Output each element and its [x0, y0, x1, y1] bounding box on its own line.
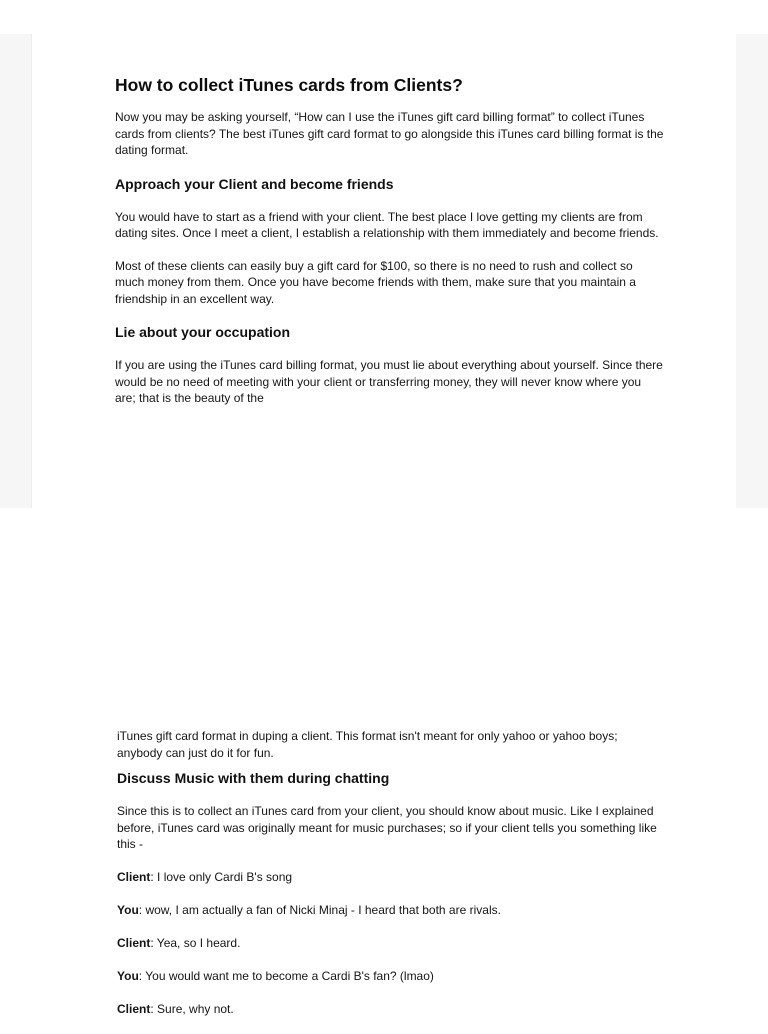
- section-heading-music: Discuss Music with them during chatting: [117, 770, 390, 786]
- occupation-paragraph: If you are using the iTunes card billing format, you must lie about everything about yourself. Since there would be no need of meeting with your client or transferring money, they will never know where you are; that is the beauty of the: [115, 358, 663, 405]
- music-paragraph: Since this is to collect an iTunes card from your client, you should know about music. Like I explained before, iTunes card was originally meant for music purchases; so if your client tells you something like this -: [117, 804, 657, 851]
- dialog-line: [117, 1001, 657, 1017]
- dialog-speaker: You: [117, 968, 139, 983]
- approach-paragraph-2: Most of these clients can easily buy a gift card for $100, so there is no need to rush and collect so much money from them. Once you have become friends with them, make sure that you maintain a friendship in an excellent way.: [115, 258, 636, 306]
- dialog-speaker: You: [117, 902, 139, 917]
- page-1-content: [115, 74, 665, 423]
- right-page-gutter: [736, 34, 768, 508]
- dialog-speaker: Client: [117, 935, 151, 950]
- section-heading-approach: Approach your Client and become friends: [115, 175, 394, 192]
- page-2-content: [117, 728, 657, 1034]
- section-heading-occupation: Lie about your occupation: [115, 324, 291, 340]
- dialog-speaker: Client: [117, 869, 151, 884]
- dialog-text: Sure, why not.: [153, 1001, 234, 1016]
- dialog-speaker: Client: [117, 1001, 151, 1016]
- dialog-line: [117, 935, 657, 951]
- dialog-text: I love only Cardi B's song: [153, 869, 293, 884]
- dialog-text: wow, I am actually a fan of Nicki Minaj - I heard that both are rivals.: [142, 902, 501, 917]
- dialog-text: You would want me to become a Cardi B's fan? (lmao): [142, 968, 434, 983]
- dialog-line: [117, 968, 657, 984]
- dialog-line: [117, 902, 657, 918]
- occupation-paragraph-continued: iTunes gift card format in duping a client. This format isn't meant for only yahoo or yahoo boys; anybody can just do it for fun.: [117, 729, 618, 760]
- dialog-separator: :: [150, 935, 154, 950]
- page-break-gap: [0, 508, 768, 720]
- dialog-line: [117, 869, 657, 885]
- page-title: How to collect iTunes cards from Clients?: [115, 75, 463, 95]
- dialog-separator: :: [150, 869, 154, 884]
- dialog-text: Yea, so I heard.: [153, 935, 241, 950]
- approach-paragraph-1: You would have to start as a friend with your client. The best place I love getting my clients are from dating sites. Once I meet a client, I establish a relationship with them immediately and become friends.: [115, 209, 659, 240]
- intro-paragraph: Now you may be asking yourself, “How can I use the iTunes gift card billing format” to collect iTunes cards from clients? The best iTunes gift card format to go alongside this iTunes card billing format is the dating format.: [115, 110, 664, 157]
- dialog-separator: :: [150, 1001, 154, 1016]
- dialog-separator: :: [138, 968, 143, 983]
- dialog-separator: :: [138, 902, 143, 917]
- left-page-gutter: [0, 34, 31, 508]
